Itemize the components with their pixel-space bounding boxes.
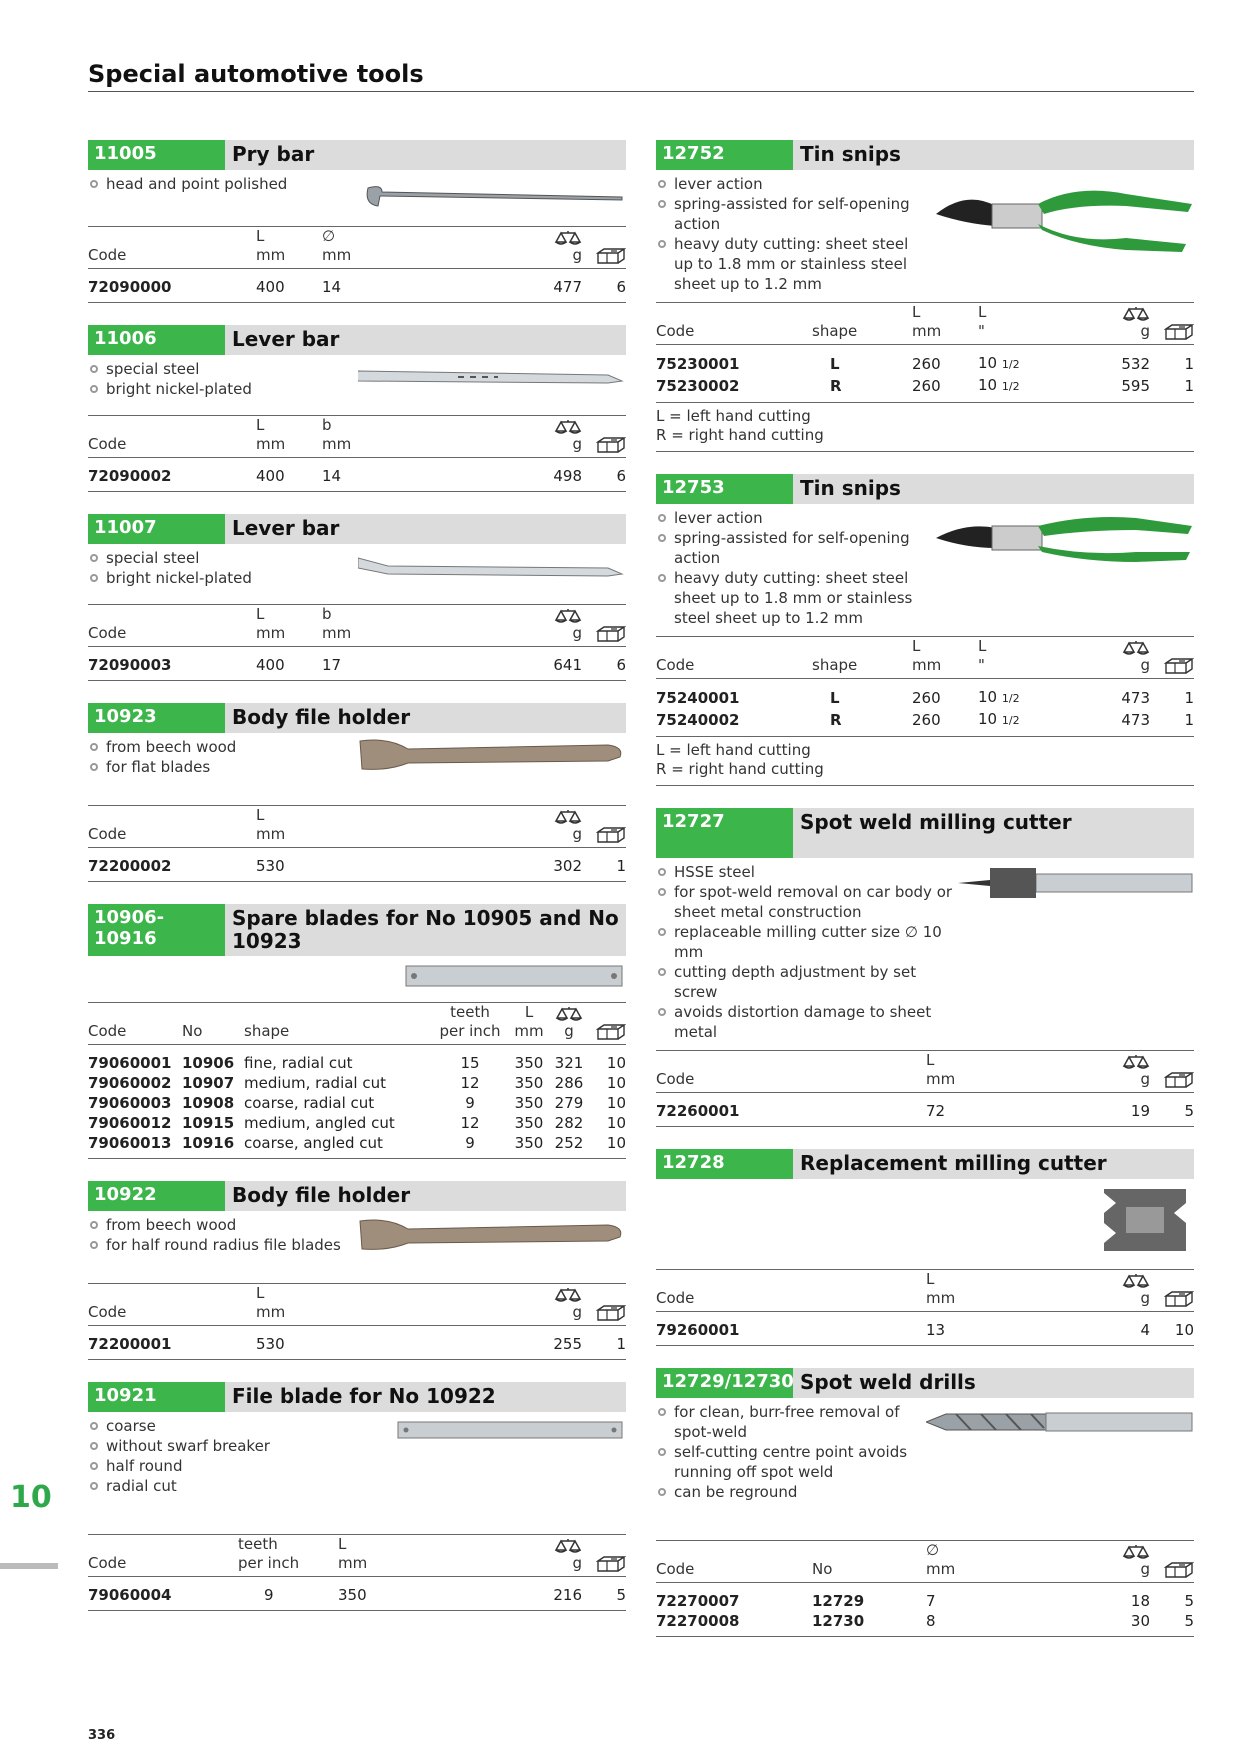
product-name: Body file holder	[232, 705, 411, 729]
feature-item: special steel	[88, 548, 358, 568]
table-row: 72090003 400 17 641 6	[88, 656, 626, 674]
spec-table: Code teeth per inch L mm g 79060004 9 350 216 5	[88, 1534, 626, 1611]
chapter-number: 10	[10, 1480, 52, 1515]
feature-item: special steel	[88, 359, 358, 379]
scale-icon	[1122, 1273, 1150, 1289]
cutter-head-image	[1096, 1183, 1194, 1261]
package-icon	[596, 436, 626, 454]
scale-icon	[554, 608, 582, 624]
product-10921	[88, 1382, 626, 1611]
section-header	[656, 474, 1194, 504]
table-row: 79260001 13 4 10	[656, 1321, 1194, 1339]
feature-item: from beech wood	[88, 1215, 358, 1235]
pry-bar-image	[358, 174, 626, 218]
feature-item: bright nickel-plated	[88, 379, 358, 399]
product-name: Pry bar	[232, 142, 315, 166]
feature-list	[88, 1215, 358, 1275]
product-name: Lever bar	[232, 327, 340, 351]
product-name: Lever bar	[232, 516, 340, 540]
feature-list	[88, 548, 358, 596]
legend-note: L = left hand cutting R = right hand cutting	[656, 737, 1194, 786]
feature-item: HSSE steel	[656, 862, 956, 882]
spec-table: Code L mm g 72200002 530 302 1	[88, 805, 626, 882]
table-row: 75230002 R 260 10 1/2 595 1	[656, 376, 1194, 395]
section-header	[656, 140, 1194, 170]
scale-icon	[1122, 306, 1150, 322]
package-icon	[596, 1023, 626, 1041]
spec-table: Code L mm b mm g 72090002 400 14 498 6	[88, 415, 626, 492]
scale-icon	[554, 230, 582, 246]
feature-item: can be reground	[656, 1482, 926, 1502]
package-icon	[596, 826, 626, 844]
table-row: 75240002 R 260 10 1/2 473 1	[656, 710, 1194, 729]
product-12753	[656, 474, 1194, 786]
product-number: 12729/12730	[656, 1368, 793, 1398]
feature-list	[656, 174, 926, 294]
feature-item: avoids distortion damage to sheet metal	[656, 1002, 956, 1042]
spec-table: Code shape L mm L " g 75240001 L 260 10 1/2 473 1 75240002 R 260 10 1/2 473 1	[656, 636, 1194, 737]
feature-list	[88, 174, 358, 218]
product-11005	[88, 140, 626, 303]
feature-item: heavy duty cutting: sheet steel sheet up to 1.8 mm or stainless steel sheet up to 1.2 mm	[656, 568, 926, 628]
table-row: 72090000 400 14 477 6	[88, 278, 626, 296]
table-row: 79060004 9 350 216 5	[88, 1586, 626, 1604]
table-row: 72200001 530 255 1	[88, 1335, 626, 1353]
scale-icon	[1122, 1054, 1150, 1070]
spec-table: Code L mm ∅ mm g 72090000 400 14 477 6	[88, 226, 626, 303]
feature-item: spring-assisted for self-opening action	[656, 528, 926, 568]
table-row: 79060013 10916 coarse, angled cut 9 350 252 10	[88, 1134, 626, 1152]
product-number: 11006	[88, 325, 225, 355]
spec-table: Code No shape teeth per inch L mm g 79060001 10906 fine, radial cut 15 350 321 10 79060002 10907 medium, radial cut 12 350 286 10 79060003 10908 coarse, radial cut 9 350 279 10 79060012 10915 medium, angled cut 12 350 282 10 79060013 10916 coarse, angled cut 9 350 252 10	[88, 1002, 626, 1159]
spot-weld-drill-image	[926, 1402, 1194, 1532]
lever-bar-image	[358, 359, 626, 407]
product-name: Body file holder	[232, 1183, 411, 1207]
file-blade-image	[404, 960, 626, 994]
table-row: 79060003 10908 coarse, radial cut 9 350 279 10	[88, 1094, 626, 1112]
product-11007	[88, 514, 626, 681]
product-name: Spot weld drills	[800, 1370, 976, 1394]
page-title: Special automotive tools	[88, 60, 424, 88]
product-name: Replacement milling cutter	[800, 1151, 1107, 1175]
package-icon	[1164, 657, 1194, 675]
feature-item: cutting depth adjustment by set screw	[656, 962, 956, 1002]
scale-icon	[554, 1287, 582, 1303]
product-number: 11007	[88, 514, 225, 544]
feature-item: self-cutting centre point avoids running off spot weld	[656, 1442, 926, 1482]
product-name: Tin snips	[800, 476, 901, 500]
feature-list	[88, 737, 358, 797]
table-row: 75230001 L 260 10 1/2 532 1	[656, 354, 1194, 373]
package-icon	[596, 247, 626, 265]
tin-snips-image	[926, 174, 1194, 294]
product-number: 12728	[656, 1149, 793, 1179]
product-12728	[656, 1149, 1194, 1346]
feature-item: head and point polished	[88, 174, 358, 194]
feature-item: lever action	[656, 508, 926, 528]
section-header	[88, 325, 626, 355]
table-row: 72270007 12729 7 18 5	[656, 1592, 1194, 1610]
page-number: 336	[88, 1728, 116, 1743]
section-header	[656, 808, 1194, 858]
section-header	[88, 904, 626, 956]
package-icon	[1164, 323, 1194, 341]
package-icon	[1164, 1561, 1194, 1579]
scale-icon	[1122, 640, 1150, 656]
feature-item: half round	[88, 1456, 358, 1476]
product-10922	[88, 1181, 626, 1360]
product-number: 10906-10916	[88, 904, 225, 956]
milling-cutter-image	[956, 862, 1194, 1042]
feature-item: for spot-weld removal on car body or sheet metal construction	[656, 882, 956, 922]
product-10923	[88, 703, 626, 882]
section-header	[88, 1382, 626, 1412]
left-column	[88, 140, 626, 1633]
file-blade-image	[358, 1416, 626, 1526]
section-header	[656, 1368, 1194, 1398]
product-name: Spare blades for No 10905 and No 10923	[232, 906, 619, 953]
scale-icon	[555, 1006, 583, 1022]
product-12727	[656, 808, 1194, 1127]
feature-list	[88, 1416, 358, 1526]
spec-table: Code L mm g 72200001 530 255 1	[88, 1283, 626, 1360]
section-header	[656, 1149, 1194, 1179]
product-number: 10923	[88, 703, 225, 733]
product-number: 10922	[88, 1181, 225, 1211]
feature-item: replaceable milling cutter size ∅ 10 mm	[656, 922, 956, 962]
scale-icon	[1122, 1544, 1150, 1560]
package-icon	[596, 625, 626, 643]
feature-list	[656, 862, 956, 1042]
section-header	[88, 1181, 626, 1211]
tin-snips-image	[926, 508, 1194, 628]
section-header	[88, 703, 626, 733]
table-row: 72090002 400 14 498 6	[88, 467, 626, 485]
title-rule	[88, 91, 1194, 92]
section-header	[88, 140, 626, 170]
feature-item: radial cut	[88, 1476, 358, 1496]
spec-table: Code L mm b mm g 72090003 400 17 641 6	[88, 604, 626, 681]
legend-note: L = left hand cutting R = right hand cutting	[656, 403, 1194, 452]
product-name: Tin snips	[800, 142, 901, 166]
table-row: 72270008 12730 8 30 5	[656, 1612, 1194, 1630]
lever-bar-image	[358, 548, 626, 596]
product-11006	[88, 325, 626, 492]
product-10906-10916	[88, 904, 626, 1159]
chapter-tab	[0, 1563, 58, 1569]
table-row: 79060012 10915 medium, angled cut 12 350 282 10	[88, 1114, 626, 1132]
product-number: 12753	[656, 474, 793, 504]
product-number: 12727	[656, 808, 793, 858]
table-row: 75240001 L 260 10 1/2 473 1	[656, 688, 1194, 707]
feature-list	[88, 359, 358, 407]
product-name: Spot weld milling cutter	[800, 810, 1072, 834]
feature-item: for clean, burr-free removal of spot-weld	[656, 1402, 926, 1442]
table-row: 72200002 530 302 1	[88, 857, 626, 875]
file-holder-image	[358, 737, 626, 797]
feature-item: spring-assisted for self-opening action	[656, 194, 926, 234]
table-row: 79060001 10906 fine, radial cut 15 350 321 10	[88, 1054, 626, 1072]
feature-list	[656, 508, 926, 628]
feature-item: for half round radius file blades	[88, 1235, 358, 1255]
product-name: File blade for No 10922	[232, 1384, 496, 1408]
feature-item: without swarf breaker	[88, 1436, 358, 1456]
table-row: 79060002 10907 medium, radial cut 12 350 286 10	[88, 1074, 626, 1092]
product-number: 10921	[88, 1382, 225, 1412]
scale-icon	[554, 1538, 582, 1554]
feature-item: from beech wood	[88, 737, 358, 757]
spec-table: Code L mm g 79260001 13 4 10	[656, 1269, 1194, 1346]
spec-table: Code shape L mm L " g 75230001 L 260 10 1/2 532 1 75230002 R 260 10 1/2 595 1	[656, 302, 1194, 403]
feature-item: coarse	[88, 1416, 358, 1436]
package-icon	[596, 1304, 626, 1322]
product-12752	[656, 140, 1194, 452]
package-icon	[1164, 1071, 1194, 1089]
file-holder-image	[358, 1215, 626, 1275]
right-column	[656, 140, 1194, 1659]
feature-item: bright nickel-plated	[88, 568, 358, 588]
scale-icon	[554, 419, 582, 435]
product-number: 11005	[88, 140, 225, 170]
package-icon	[596, 1555, 626, 1573]
table-row: 72260001 72 19 5	[656, 1102, 1194, 1120]
feature-item: for flat blades	[88, 757, 358, 777]
package-icon	[1164, 1290, 1194, 1308]
section-header	[88, 514, 626, 544]
feature-list	[656, 1402, 926, 1532]
col-code: Code	[88, 227, 256, 269]
spec-table: Code No ∅ mm g 72270007 12729 7 18 5 72270008 12730 8 30 5	[656, 1540, 1194, 1637]
product-12729-12730	[656, 1368, 1194, 1637]
feature-item: heavy duty cutting: sheet steel up to 1.8 mm or stainless steel sheet up to 1.2 mm	[656, 234, 926, 294]
spec-table: Code L mm g 72260001 72 19 5	[656, 1050, 1194, 1127]
product-number: 12752	[656, 140, 793, 170]
feature-item: lever action	[656, 174, 926, 194]
scale-icon	[554, 809, 582, 825]
